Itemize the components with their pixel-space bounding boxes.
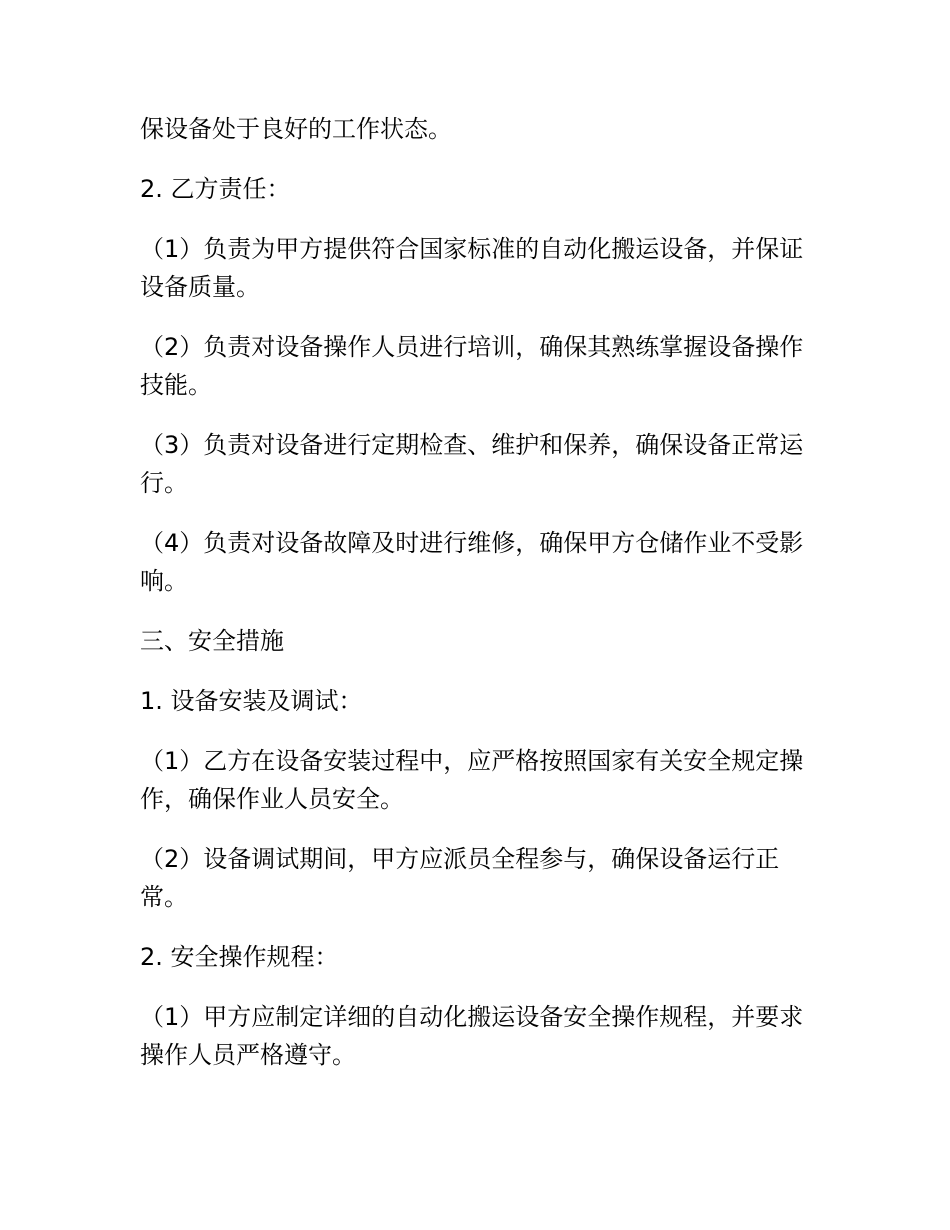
subheading-safety-procedures: 2. 安全操作规程： — [140, 943, 339, 971]
section-heading-party-b-responsibility: 2. 乙方责任： — [140, 175, 291, 203]
list-item-3: （3）负责对设备进行定期检查、维护和保养，确保设备正常运行。 — [140, 431, 804, 497]
list-item-1: （1）负责为甲方提供符合国家标准的自动化搬运设备，并保证设备质量。 — [140, 235, 804, 301]
list-item-2: （2）负责对设备操作人员进行培训，确保其熟练掌握设备操作技能。 — [140, 333, 804, 399]
document-body — [140, 110, 805, 1096]
list-item-1: （1）乙方在设备安装过程中，应严格按照国家有关安全规定操作，确保作业人员安全。 — [140, 747, 804, 813]
list-item-1: （1）甲方应制定详细的自动化搬运设备安全操作规程，并要求操作人员严格遵守。 — [140, 1003, 804, 1069]
list-item-2: （2）设备调试期间，甲方应派员全程参与，确保设备运行正常。 — [140, 845, 780, 911]
subheading-installation-debugging: 1. 设备安装及调试： — [140, 687, 363, 715]
section-heading-safety-measures: 三、安全措施 — [140, 627, 284, 655]
paragraph-continuation: 保设备处于良好的工作状态。 — [140, 115, 452, 143]
list-item-4: （4）负责对设备故障及时进行维修，确保甲方仓储作业不受影响。 — [140, 529, 804, 595]
